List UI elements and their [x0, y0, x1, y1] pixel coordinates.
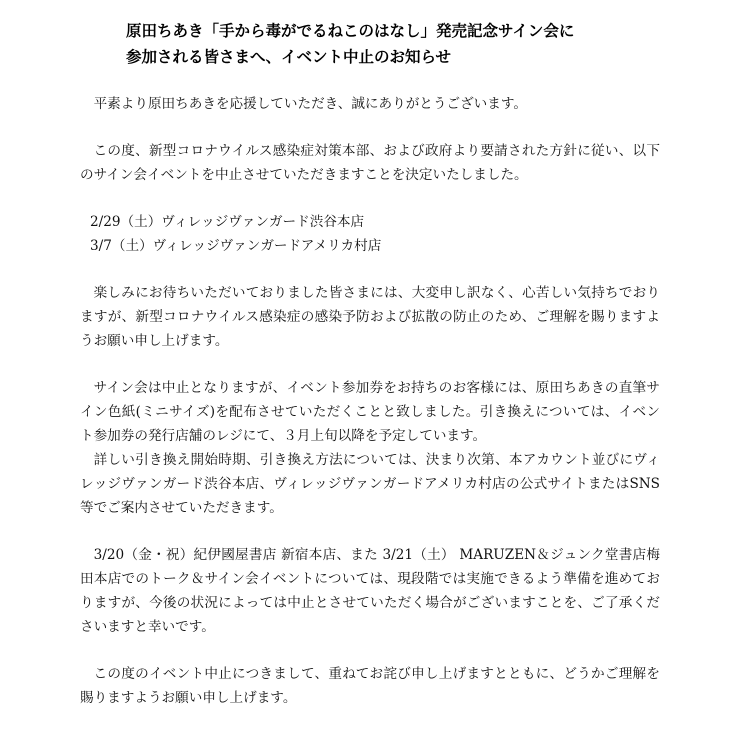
exchange-paragraph: サイン会は中止となりますが、イベント参加券をお持ちのお客様には、原田ちあきの直筆サイン色紙(ミニサイズ)を配布させていただくことと致しました。引き換えについては、イベント参加券の発行店舗のレジにて、３月上旬以降を予定しています。	[80, 380, 660, 444]
closing-paragraph: この度のイベント中止につきまして、重ねてお詫び申し上げますとともに、どうかご理解を賜りますようお願い申し上げます。	[80, 666, 660, 706]
other-events-paragraph: 3/20（金・祝）紀伊國屋書店 新宿本店、また 3/21（土） MARUZEN＆ジュンク堂書店梅田本店でのトーク＆サイン会イベントについては、現段階では実施できるよう準備を進めておりますが、今後の状況によっては中止とさせていただく場合がございますことを、ご了承くださいますと幸いです。	[80, 547, 660, 635]
details-paragraph: 詳しい引き換え開始時期、引き換え方法については、決まり次第、本アカウント並びにヴィレッジヴァンガード渋谷本店、ヴィレッジヴァンガードアメリカ村店の公式サイトまたはSNS等でご案内させていただきます。	[80, 452, 660, 516]
page-title	[126, 18, 626, 70]
document-body	[80, 92, 660, 733]
decision-paragraph: この度、新型コロナウイルス感染症対策本部、および政府より要請された方針に従い、以下のサイン会イベントを中止させていただきますことを決定いたしました。	[80, 143, 660, 183]
apology-paragraph: 楽しみにお待ちいただいておりました皆さまには、大変申し訳なく、心苦しい気持ちでおりますが、新型コロナウイルス感染症の感染予防および拡散の防止のため、ご理解を賜りますようお願い申し上げます。	[80, 285, 660, 349]
cancelled-event-list	[80, 210, 660, 258]
title-line-1: 原田ちあき「手から毒がでるねこのはなし」発売記念サイン会に	[126, 22, 575, 40]
cancelled-event-item: 3/7（土）ヴィレッジヴァンガードアメリカ村店	[90, 238, 382, 254]
greeting-paragraph: 平素より原田ちあきを応援していただき、誠にありがとうございます。	[93, 96, 527, 112]
cancelled-event-item: 2/29（土）ヴィレッジヴァンガード渋谷本店	[90, 214, 365, 230]
title-line-2: 参加される皆さまへ、イベント中止のお知らせ	[126, 48, 452, 66]
